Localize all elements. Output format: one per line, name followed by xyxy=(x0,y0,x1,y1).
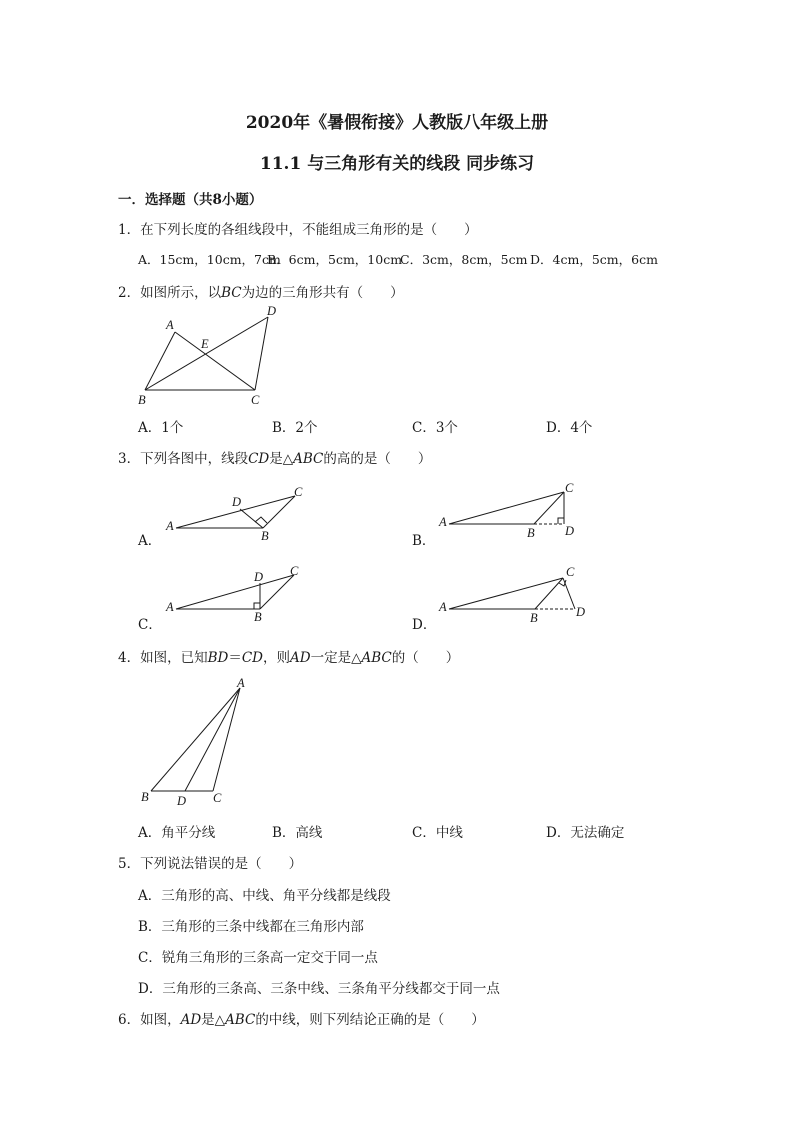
option-d: D．4个 xyxy=(546,420,593,436)
label-c: C xyxy=(565,481,574,495)
question-4 xyxy=(118,646,459,666)
option-c: C．锐角三角形的三条高一定交于同一点 xyxy=(138,950,378,966)
segment-ac xyxy=(449,492,564,524)
label-c: C xyxy=(290,564,299,578)
option-c: C．3cm，8cm，5cm xyxy=(400,252,528,267)
question-stem-pre: 下列各图中，线段 xyxy=(140,451,249,467)
question-stem-pre: 如图，已知 xyxy=(140,650,208,666)
option-a: A．15cm，10cm，7cm xyxy=(138,252,281,267)
label-b: B xyxy=(254,610,262,624)
question-number: 3． xyxy=(118,451,141,467)
option-b: B．三角形的三条中线都在三角形内部 xyxy=(138,919,364,935)
label-d: D xyxy=(267,304,277,318)
question-3 xyxy=(118,447,431,467)
option-a: A．三角形的高、中线、角平分线都是线段 xyxy=(138,888,391,904)
label-b: B xyxy=(141,790,149,804)
option-b: B．6cm，5cm，10cm xyxy=(267,252,403,267)
question-number: 4． xyxy=(118,650,141,666)
label-a: A xyxy=(166,600,174,614)
question-stem-mid: 是△ xyxy=(269,451,294,467)
question-stem-post: 的高的是（ ） xyxy=(323,451,432,467)
question-stem-post: 的中线，则下列结论正确的是（ ） xyxy=(255,1012,485,1028)
question-var: ABC xyxy=(225,1012,256,1028)
label-b: B xyxy=(138,393,146,407)
option-d: D．无法确定 xyxy=(546,825,625,841)
option-d: D．4cm，5cm，6cm xyxy=(530,252,658,267)
option-b: B． xyxy=(412,533,436,549)
segment-bc xyxy=(535,578,563,609)
label-d: D xyxy=(576,605,586,619)
segment-cd xyxy=(255,317,268,390)
question-var: BC xyxy=(221,285,242,301)
label-a: A xyxy=(439,600,447,614)
right-angle-mark xyxy=(254,603,260,609)
question-stem: 在下列长度的各组线段中，不能组成三角形的是（ ） xyxy=(140,222,478,238)
question-var: AD xyxy=(180,1012,202,1028)
option-a: A． xyxy=(138,533,162,549)
figure-q3-d xyxy=(434,560,604,630)
question-stem-mid: ，则 xyxy=(263,650,290,666)
question-var: CD xyxy=(248,451,270,467)
question-stem-post: 的（ ） xyxy=(391,650,460,666)
segment-bc xyxy=(534,492,564,524)
label-b: B xyxy=(530,611,538,625)
question-number: 2． xyxy=(118,285,141,301)
figure-q4 xyxy=(135,672,255,812)
question-stem: 下列说法错误的是（ ） xyxy=(140,856,303,872)
label-d: D xyxy=(177,794,187,808)
label-b: B xyxy=(261,529,269,543)
label-a: A xyxy=(237,676,245,690)
label-d: D xyxy=(254,570,264,584)
question-var: AD xyxy=(290,650,311,666)
label-c: C xyxy=(566,565,575,579)
question-var: ABC xyxy=(293,451,324,467)
question-6 xyxy=(118,1008,485,1028)
option-c: C．3个 xyxy=(412,420,458,436)
label-a: A xyxy=(166,519,174,533)
label-e: E xyxy=(201,337,209,351)
label-c: C xyxy=(251,393,260,407)
label-d: D xyxy=(565,524,575,538)
section-heading: 一．选择题（共8小题） xyxy=(118,192,263,208)
question-2 xyxy=(118,281,404,301)
question-number: 5． xyxy=(118,856,141,872)
option-d: D．三角形的三条高、三条中线、三条角平分线都交于同一点 xyxy=(138,981,500,997)
label-c: C xyxy=(294,485,303,499)
option-c: C．中线 xyxy=(412,825,463,841)
figure-q3-c xyxy=(160,562,320,632)
option-b: B．高线 xyxy=(272,825,323,841)
label-c: C xyxy=(213,791,222,805)
option-b: B．2个 xyxy=(272,420,318,436)
option-a: A．角平分线 xyxy=(138,825,216,841)
question-stem-post: 为边的三角形共有（ ） xyxy=(241,285,404,301)
question-stem-mid: 是△ xyxy=(201,1012,226,1028)
question-stem-mid2: 一定是△ xyxy=(310,650,362,666)
question-number: 1． xyxy=(118,222,141,238)
option-a: A．1个 xyxy=(138,420,184,436)
question-stem-pre: 如图， xyxy=(140,1012,181,1028)
label-b: B xyxy=(527,526,535,540)
document-title: 2020年《暑假衔接》人教版八年级上册 xyxy=(245,113,549,133)
question-stem-pre: 如图所示，以 xyxy=(140,285,222,301)
segment-ac xyxy=(449,578,563,609)
option-c: C． xyxy=(138,617,162,633)
right-angle-mark xyxy=(558,518,564,524)
figure-q3-b xyxy=(434,478,594,548)
question-stem-eq: ＝ xyxy=(228,650,242,666)
figure-q3-a xyxy=(160,480,320,550)
label-a: A xyxy=(439,515,447,529)
question-var: ABC xyxy=(361,650,392,666)
question-var: BD xyxy=(207,650,229,666)
question-1 xyxy=(118,218,478,238)
segment-ad xyxy=(185,688,240,791)
right-angle-mark xyxy=(255,517,267,523)
question-number: 6． xyxy=(118,1012,141,1028)
figure-q2 xyxy=(130,300,290,410)
question-var: CD xyxy=(241,650,263,666)
segment-ac xyxy=(175,332,255,390)
option-d: D． xyxy=(412,617,437,633)
label-a: A xyxy=(166,318,174,332)
label-d: D xyxy=(232,495,242,509)
document-subtitle: 11.1 与三角形有关的线段 同步练习 xyxy=(259,154,535,174)
question-5 xyxy=(118,852,302,872)
